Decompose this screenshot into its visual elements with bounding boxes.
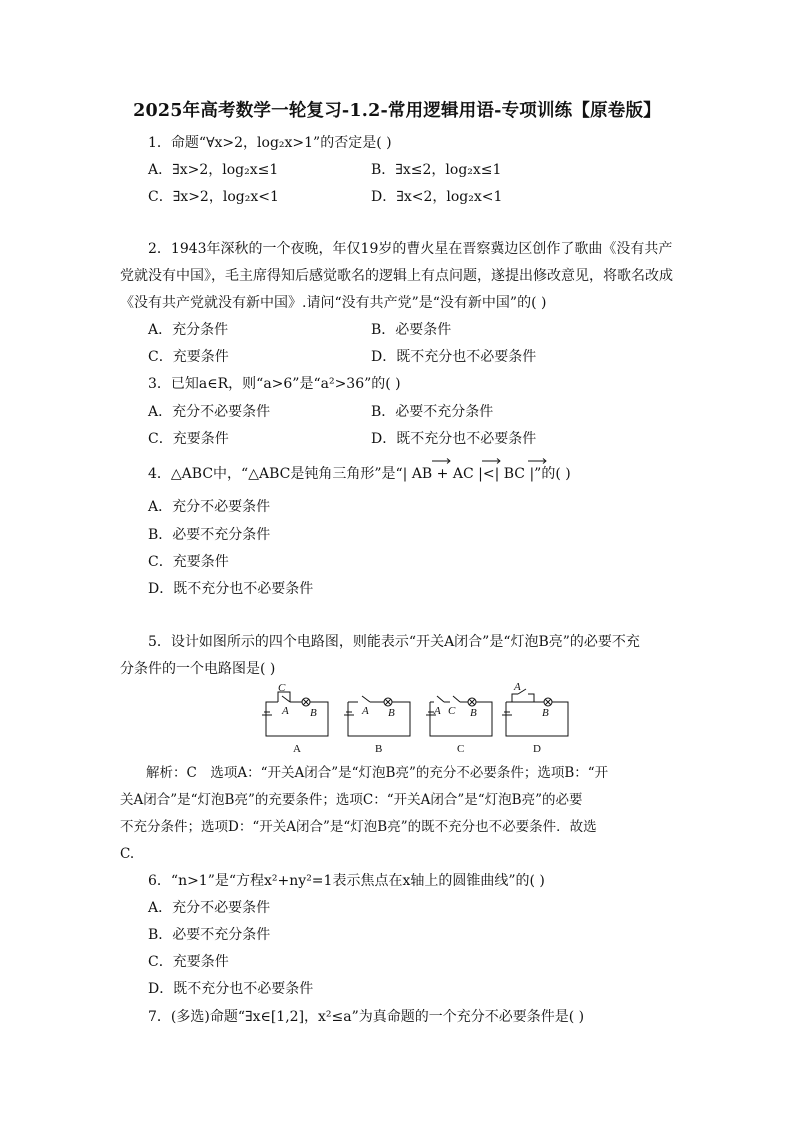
- circuit-figure: [262, 681, 592, 756]
- q2-stem-line2: 党就没有中国》，毛主席得知后感觉歌名的逻辑上有点问题，遂提出修改意见，将歌名改成: [120, 268, 673, 284]
- circuit-a: [262, 692, 328, 736]
- circuit-b: [344, 696, 410, 736]
- q1-stem: 1．命题“∀x>2，log₂x>1”的否定是( ): [148, 135, 392, 151]
- q6-option-a: A．充分不必要条件: [148, 900, 271, 916]
- q4-option-d: D．既不充分也不必要条件: [148, 581, 314, 597]
- q1-option-a: A．∃x>2，log₂x≤1: [148, 162, 279, 178]
- q1-option-d: D．∃x<2，log₂x<1: [371, 189, 503, 205]
- caption-a: A: [293, 743, 301, 755]
- caption-d: D: [533, 743, 541, 755]
- q5-stem-line2: 分条件的一个电路图是( ): [120, 661, 276, 677]
- circuit-d: [502, 689, 568, 736]
- label-b-a: A: [362, 705, 369, 717]
- q7-stem: 7．(多选)命题“∃x∈[1,2]，x²≤a”为真命题的一个充分不必要条件是( ): [148, 1009, 585, 1025]
- q6-option-d: D．既不充分也不必要条件: [148, 981, 314, 997]
- q5-analysis-line3: 不充分条件；选项D：“开关A闭合”是“灯泡B亮”的既不充分也不必要条件．故选: [120, 819, 597, 835]
- label-b-b: B: [388, 707, 395, 719]
- q6-stem: 6．“n>1”是“方程x²+ny²=1表示焦点在x轴上的圆锥曲线”的( ): [148, 873, 545, 889]
- q5-analysis-line4: C.: [120, 846, 135, 862]
- label-c-a: A: [434, 705, 441, 717]
- q5-analysis-line2: 关A闭合”是“灯泡B亮”的充要条件；选项C：“开关A闭合”是“灯泡B亮”的必要: [120, 792, 583, 808]
- label-c-c: C: [448, 705, 456, 717]
- page-title: 2025年高考数学一轮复习-1.2-常用逻辑用语-专项训练【原卷版】: [133, 101, 661, 121]
- q3-option-d: D．既不充分也不必要条件: [371, 431, 537, 447]
- caption-b: B: [375, 743, 383, 755]
- q4-option-a: A．充分不必要条件: [148, 499, 271, 515]
- q2-stem-line1: 2．1943年深秋的一个夜晚，年仅19岁的曹火星在晋察冀边区创作了歌曲《没有共产: [148, 241, 673, 257]
- q4-option-b: B．必要不充分条件: [148, 527, 271, 543]
- q1-option-c: C．∃x>2，log₂x<1: [148, 189, 279, 205]
- q2-option-b: B．必要条件: [371, 322, 452, 338]
- label-c-b: B: [470, 707, 477, 719]
- label-a-b: B: [310, 707, 317, 719]
- q4-option-c: C．充要条件: [148, 554, 229, 570]
- label-a-a: A: [282, 705, 289, 717]
- q1-option-b: B．∃x≤2，log₂x≤1: [371, 162, 502, 178]
- q3-option-b: B．必要不充分条件: [371, 404, 494, 420]
- q5-stem-line1: 5．设计如图所示的四个电路图，则能表示“开关A闭合”是“灯泡B亮”的必要不充: [148, 634, 640, 650]
- q2-option-a: A．充分条件: [148, 322, 229, 338]
- q3-option-a: A．充分不必要条件: [148, 404, 271, 420]
- label-a-c: C: [278, 682, 286, 694]
- q5-analysis-line1: 解析：C 选项A：“开关A闭合”是“灯泡B亮”的充分不必要条件；选项B：“开: [146, 765, 609, 781]
- vector-arrows: [428, 456, 558, 466]
- label-d-a: A: [514, 681, 521, 693]
- caption-c: C: [457, 743, 465, 755]
- label-d-b: B: [542, 707, 549, 719]
- q2-option-c: C．充要条件: [148, 349, 229, 365]
- circuit-diagrams: [262, 681, 592, 755]
- q2-option-d: D．既不充分也不必要条件: [371, 349, 537, 365]
- q4-stem: 4．△ABC中，“△ABC是钝角三角形”是“| AB + AC |<| BC |”的( ): [148, 466, 571, 482]
- q3-option-c: C．充要条件: [148, 431, 229, 447]
- q2-stem-line3: 《没有共产党就没有新中国》.请问“没有共产党”是“没有新中国”的( ): [120, 295, 547, 311]
- q6-option-c: C．充要条件: [148, 954, 229, 970]
- q3-stem: 3．已知a∈R，则“a>6”是“a²>36”的( ): [148, 376, 401, 392]
- q6-option-b: B．必要不充分条件: [148, 927, 271, 943]
